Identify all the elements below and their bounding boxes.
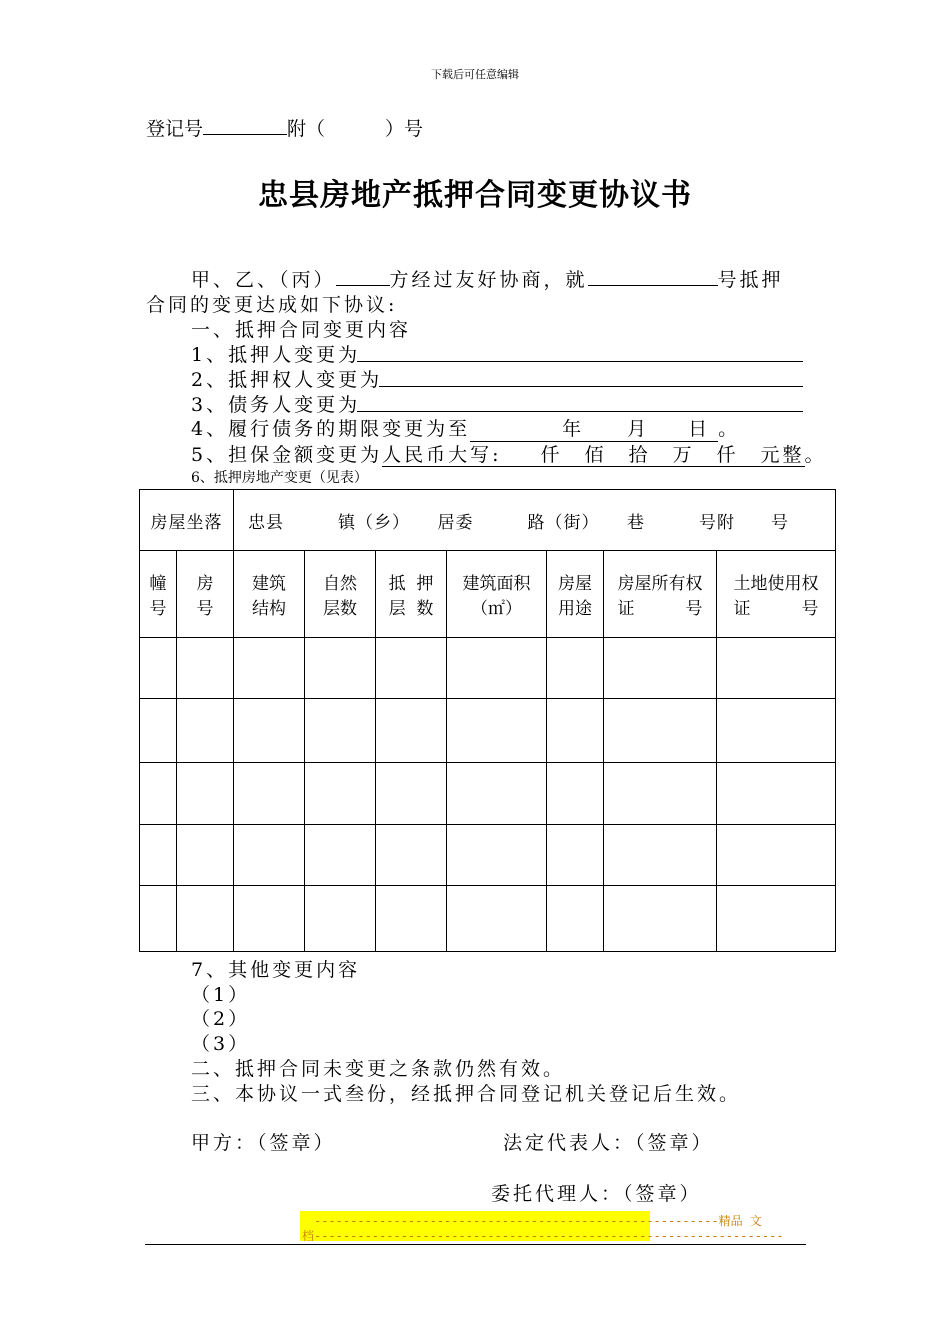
contract-number-blank[interactable] [588,267,718,286]
clause-3: 三、本协议一式叁份，经抵押合同登记机关登记后生效。 [191,1083,742,1105]
section7-heading: 7、其他变更内容 [191,959,361,981]
party-a-signature[interactable]: 甲方：（签章） [191,1132,336,1154]
intro-negotiation: 方经过友好协商，就 [389,269,588,291]
location-value[interactable]: 忠县 镇（乡） 居委 路（街） 巷 号附 号 [234,490,836,551]
header-floors: 自然 层数 [305,551,376,638]
table-row [140,638,836,699]
header-structure: 建筑 结构 [234,551,305,638]
item2-blank[interactable] [379,386,803,387]
header-note: 下载后可任意编辑 [431,68,519,81]
attach-suffix: ）号 [385,118,424,140]
intro-line-1 [191,265,784,292]
registration-label: 登记号 [146,118,204,140]
attach-prefix: 附（ [287,118,326,140]
item4-year: 年 [562,418,582,440]
table-row [140,825,836,886]
intro-line-2: 合同的变更达成如下协议: [146,294,398,316]
item1-blank[interactable] [357,361,803,362]
intro-contract-suffix: 号抵押 [717,269,784,291]
item4-month: 月 [627,418,647,440]
item5-end: 。 [804,444,827,466]
header-room-no: 房 号 [177,551,234,638]
section1-heading: 一、抵押合同变更内容 [191,319,412,341]
registration-number-blank[interactable] [203,116,287,135]
header-building-no: 幢 号 [140,551,177,638]
clause-2: 二、抵押合同未变更之条款仍然有效。 [191,1058,566,1080]
intro-parties: 甲、乙、（丙） [191,269,336,291]
item3-label: 3、债务人变更为 [191,394,361,416]
header-land-cert: 土地使用权 证 号 [717,551,836,638]
table-row [140,763,836,825]
header-usage: 房屋 用途 [547,551,604,638]
section7-item-3[interactable]: （3） [191,1033,251,1055]
item3-blank[interactable] [357,411,803,412]
item6-label: 6、抵押房地产变更（见表） [191,470,368,486]
location-row [140,490,836,551]
item4-line [191,414,740,442]
footer-line-1: --------------------------------------------------------精品 文 [314,1214,762,1228]
bottom-rule [145,1244,806,1245]
legal-rep-signature[interactable]: 法定代表人：（签章） [503,1132,714,1154]
item5-label: 5、担保金额变更为 [191,444,383,466]
item1-label: 1、抵押人变更为 [191,344,361,366]
section7-item-2[interactable]: （2） [191,1008,251,1030]
item2-label: 2、抵押权人变更为 [191,369,383,391]
property-table [139,489,836,952]
header-mortgaged-floors: 抵 押 层 数 [376,551,447,638]
party-blank[interactable] [336,267,390,286]
item4-day: 日 [688,418,708,440]
header-area: 建筑面积 （㎡） [447,551,547,638]
item5-line [191,440,827,467]
section7-item-1[interactable]: （1） [191,984,251,1006]
footer-line-2: 档----------------------------------------------------------------- [302,1229,784,1243]
item4-date-field[interactable] [470,414,718,442]
table-row [140,886,836,952]
agent-signature[interactable]: 委托代理人：（签章） [491,1183,702,1205]
table-row [140,699,836,763]
item4-end: 。 [718,418,741,440]
header-house-cert: 房屋所有权 证 号 [604,551,717,638]
location-label: 房屋坐落 [140,490,234,551]
item4-label: 4、履行债务的期限变更为至 [191,418,471,440]
item5-amount-field[interactable]: 人民币大写: 仟 佰 拾 万 仟 元整 [382,444,805,466]
registration-line [146,114,423,141]
document-title: 忠县房地产抵押合同变更协议书 [258,178,692,213]
header-row [140,551,836,638]
